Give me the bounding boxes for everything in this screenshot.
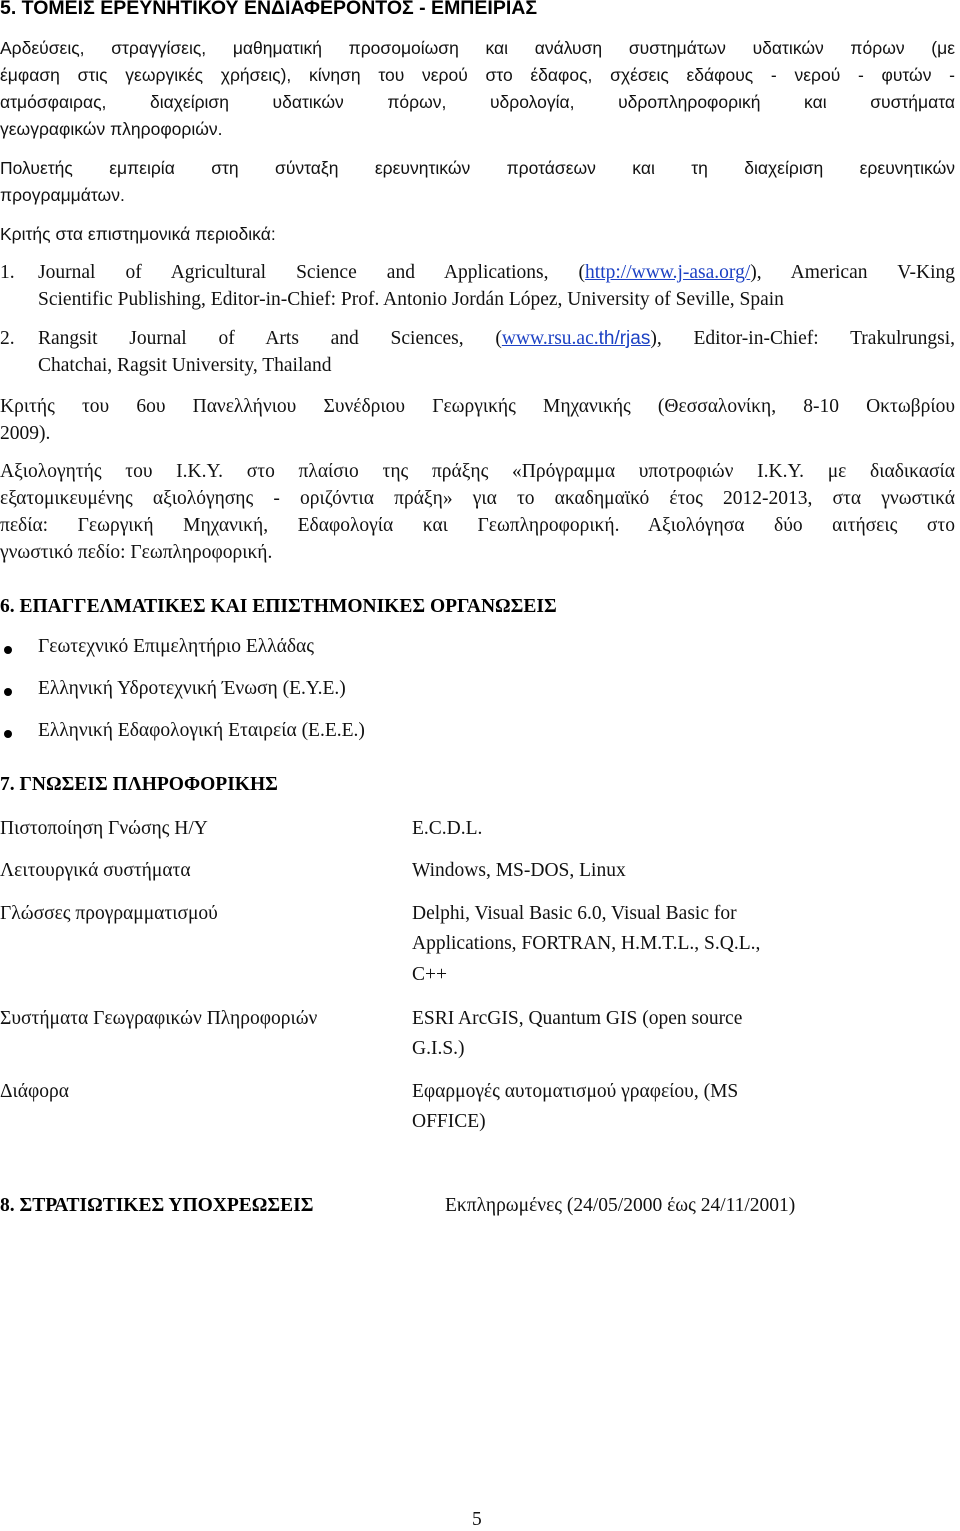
journal-2-pre: Rangsit Journal of Arts and Sciences, ( <box>38 328 502 349</box>
it-row-label: Γλώσσες προγραμματισμού <box>0 903 218 924</box>
organization-item: Ελληνική Υδροτεχνική Ένωση (Ε.Υ.Ε.) <box>38 678 346 699</box>
it-row-label: Συστήματα Γεωγραφικών Πληροφοριών <box>0 1008 318 1029</box>
it-row-value: E.C.D.L. <box>412 818 483 839</box>
conference-line-1: Κριτής του 6ου Πανελλήνιου Συνέδριου Γεωργικής Μηχανικής (Θεσσαλονίκη, 8-10 Οκτωβρίου <box>0 396 955 417</box>
bullet-icon <box>4 646 12 654</box>
it-row-value: Εφαρμογές αυτοματισμού γραφείου, (MS <box>412 1081 739 1102</box>
section-5-heading: 5. ΤΟΜΕΙΣ ΕΡΕΥΝΗΤΙΚΟΥ ΕΝΔΙΑΦΕΡΟΝΤΟΣ - ΕΜΠΕΙΡΙΑΣ <box>0 0 538 19</box>
journal-1-post: ), American V-King <box>750 262 955 283</box>
military-status: Εκπληρωμένες (24/05/2000 έως 24/11/2001) <box>445 1195 796 1216</box>
journal-1-line-1 <box>38 262 955 284</box>
evaluator-line-1: Αξιολογητής του Ι.Κ.Υ. στο πλαίσιο της πράξης «Πρόγραμμα υποτροφιών Ι.Κ.Υ. με διαδικασία <box>0 461 955 482</box>
section-8-heading: 8. ΣΤΡΑΤΙΩΤΙΚΕΣ ΥΠΟΧΡΕΩΣΕΙΣ <box>0 1195 314 1216</box>
evaluator-line-3: πεδία: Γεωργική Μηχανική, Εδαφολογία και Γεωπληροφορική. Αξιολόγησα δύο αιτήσεις στο <box>0 515 955 536</box>
organization-item: Γεωτεχνικό Επιμελητήριο Ελλάδας <box>38 636 314 657</box>
bullet-icon <box>4 688 12 696</box>
interests-line-3: ατμόσφαιρας, διαχείριση υδατικών πόρων, υδρολογία, υδροπληροφορική και συστήματα <box>0 92 955 112</box>
journal-1-number: 1. <box>0 262 15 283</box>
bullet-icon <box>4 730 12 738</box>
interests-line-1: Αρδεύσεις, στραγγίσεις, μαθηματική προσομοίωση και ανάλυση συστημάτων υδατικών πόρων (με <box>0 38 955 58</box>
organization-item: Ελληνική Εδαφολογική Εταιρεία (Ε.Ε.Ε.) <box>38 720 365 741</box>
it-row-value: Windows, MS-DOS, Linux <box>412 860 626 881</box>
journal-2-link[interactable] <box>502 328 651 349</box>
it-row-label: Διάφορα <box>0 1081 69 1102</box>
page-number: 5 <box>472 1509 482 1530</box>
proposals-line-2: προγραμμάτων. <box>0 185 125 205</box>
interests-line-4: γεωγραφικών πληροφοριών. <box>0 119 223 139</box>
journal-2-line-2: Chatchai, Ragsit University, Thailand <box>38 355 332 376</box>
conference-line-2: 2009). <box>0 423 51 444</box>
journal-1-link[interactable]: http://www.j-asa.org/ <box>585 262 751 283</box>
it-row-value: OFFICE) <box>412 1111 486 1132</box>
it-row-label: Λειτουργικά συστήματα <box>0 860 191 881</box>
interests-line-2: έμφαση στις γεωργικές χρήσεις), κίνηση του νερού στο έδαφος, σχέσεις εδάφους - νερού - φυτών - <box>0 65 955 85</box>
journal-1-line-2: Scientific Publishing, Editor-in-Chief: Prof. Antonio Jordán López, University of Seville, Spain <box>38 289 784 310</box>
it-row-value: Delphi, Visual Basic 6.0, Visual Basic for <box>412 903 737 924</box>
reviewer-label: Κριτής στα επιστημονικά περιοδικά: <box>0 224 276 244</box>
journal-2-number: 2. <box>0 328 15 349</box>
journal-2-line-1 <box>38 328 955 350</box>
journal-1-pre: Journal of Agricultural Science and Applications, ( <box>38 262 586 283</box>
it-row-value: ESRI ArcGIS, Quantum GIS (open source <box>412 1008 743 1029</box>
it-row-value: G.I.S.) <box>412 1038 465 1059</box>
journal-2-url-b[interactable]: th/rjas <box>598 328 651 349</box>
journal-2-post: ), Editor-in-Chief: Trakulrungsi, <box>650 328 955 349</box>
it-row-label: Πιστοποίηση Γνώσης Η/Υ <box>0 818 208 839</box>
it-row-value: Applications, FORTRAN, H.M.T.L., S.Q.L., <box>412 933 761 954</box>
evaluator-line-4: γνωστικό πεδίο: Γεωπληροφορική. <box>0 542 273 563</box>
journal-2-url-a[interactable]: www.rsu.ac. <box>501 328 599 349</box>
section-7-heading: 7. ΓΝΩΣΕΙΣ ΠΛΗΡΟΦΟΡΙΚΗΣ <box>0 774 278 795</box>
evaluator-line-2: εξατομικευμένης αξιολόγησης - οριζόντια πράξη» για το ακαδημαϊκό έτος 2012-2013, στα γνωστικά <box>0 488 955 509</box>
proposals-line-1: Πολυετής εμπειρία στη σύνταξη ερευνητικών προτάσεων και τη διαχείριση ερευνητικών <box>0 158 955 178</box>
it-row-value: C++ <box>412 964 448 985</box>
section-6-heading: 6. ΕΠΑΓΓΕΛΜΑΤΙΚΕΣ ΚΑΙ ΕΠΙΣΤΗΜΟΝΙΚΕΣ ΟΡΓΑΝΩΣΕΙΣ <box>0 596 557 617</box>
